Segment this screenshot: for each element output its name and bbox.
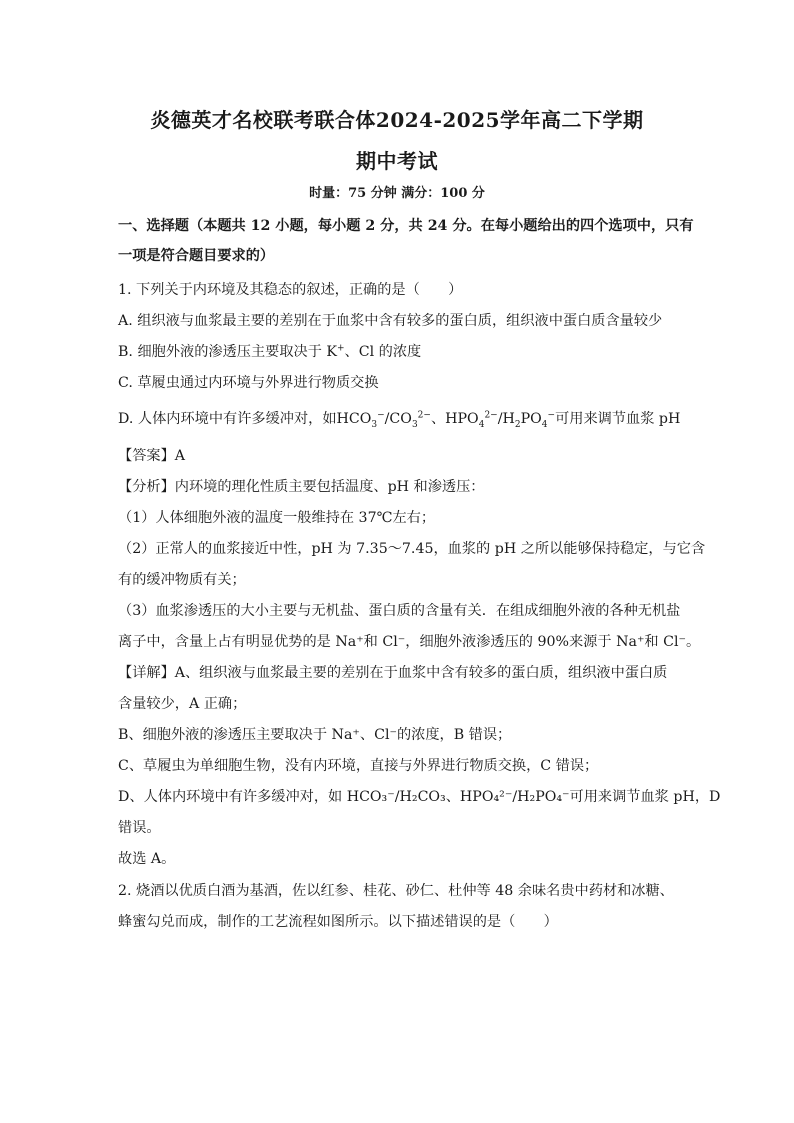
exam-title-line1: 炎德英才名校联考联合体2024-2025学年高二下学期 <box>150 108 644 132</box>
exam-title-line2: 期中考试 <box>356 149 438 173</box>
analysis-point-1: （1）人体细胞外液的温度一般维持在 37℃左右； <box>118 510 436 526</box>
option-d-text-end: 可用来调节血浆 pH <box>555 411 681 427</box>
analysis-point-2-line2: 有的缓冲物质有关； <box>118 572 246 588</box>
detail-d-line1: D、人体内环境中有许多缓冲对，如 HCO₃⁻/H₂CO₃、HPO₄²⁻/H₂PO₄⁻可用来调节血浆 pH，D <box>118 789 721 805</box>
question-2-stem-line1: 2. 烧酒以优质白酒为基酒，佐以红参、桂花、砂仁、杜仲等 48 余味名贵中药材和冰糖、 <box>118 883 674 899</box>
section-heading-line2: 一项是符合题目要求的） <box>118 248 275 264</box>
detail-a-line1: 【详解】A、组织液与血浆最主要的差别在于血浆中含有较多的蛋白质，组织液中蛋白质 <box>118 665 668 681</box>
analysis-point-2-line1: （2）正常人的血浆接近中性，pH 为 7.35～7.45，血浆的 pH 之所以能够保持稳定，与它含 <box>118 541 706 557</box>
exam-meta: 时量：75 分钟 满分：100 分 <box>309 186 485 201</box>
question-1-option-c: C. 草履虫通过内环境与外界进行物质交换 <box>118 375 379 391</box>
detail-b: B、细胞外液的渗透压主要取决于 Na⁺、Cl⁻的浓度，B 错误； <box>118 727 512 743</box>
detail-c: C、草履虫为单细胞生物，没有内环境，直接与外界进行物质交换，C 错误； <box>118 758 599 774</box>
option-b-sup: + <box>337 343 345 354</box>
analysis-point-3-line2: 离子中，含量上占有明显优势的是 Na⁺和 Cl⁻，细胞外液渗透压的 90%来源于 Na⁺和 Cl⁻。 <box>118 634 701 650</box>
question-1-conclusion: 故选 A。 <box>118 851 176 867</box>
question-1-answer: 【答案】A <box>118 448 185 464</box>
question-1-option-b <box>118 342 421 362</box>
option-b-text-end: 、Cl 的浓度 <box>344 344 422 360</box>
question-2-stem-line2: 蜂蜜勾兑而成，制作的工艺流程如图所示。以下描述错误的是（ ） <box>118 914 558 930</box>
option-d-text: D. 人体内环境中有许多缓冲对，如 <box>118 411 337 427</box>
detail-d-line2: 错误。 <box>118 820 161 836</box>
analysis-point-3-line1: （3）血浆渗透压的大小主要与无机盐、蛋白质的含量有关．在组成细胞外液的各种无机盐 <box>118 603 681 619</box>
question-1-stem: 1. 下列关于内环境及其稳态的叙述，正确的是（ ） <box>118 282 463 298</box>
analysis-intro: 【分析】内环境的理化性质主要包括温度、pH 和渗透压： <box>118 479 485 495</box>
question-1-option-d <box>118 409 680 429</box>
buffer-formula: $HCO_3^-/CO_3^{2-}$、$HPO_4^{2-}/H_2PO_4^-$ <box>336 410 556 430</box>
option-b-text: B. 细胞外液的渗透压主要取决于 K <box>118 344 337 360</box>
question-1-option-a: A. 组织液与血浆最主要的差别在于血浆中含有较多的蛋白质，组织液中蛋白质含量较少 <box>118 313 663 329</box>
section-heading-line1: 一、选择题（本题共 12 小题，每小题 2 分，共 24 分。在每小题给出的四个选项中，只有 <box>118 218 694 234</box>
detail-a-line2: 含量较少，A 正确； <box>118 696 247 712</box>
